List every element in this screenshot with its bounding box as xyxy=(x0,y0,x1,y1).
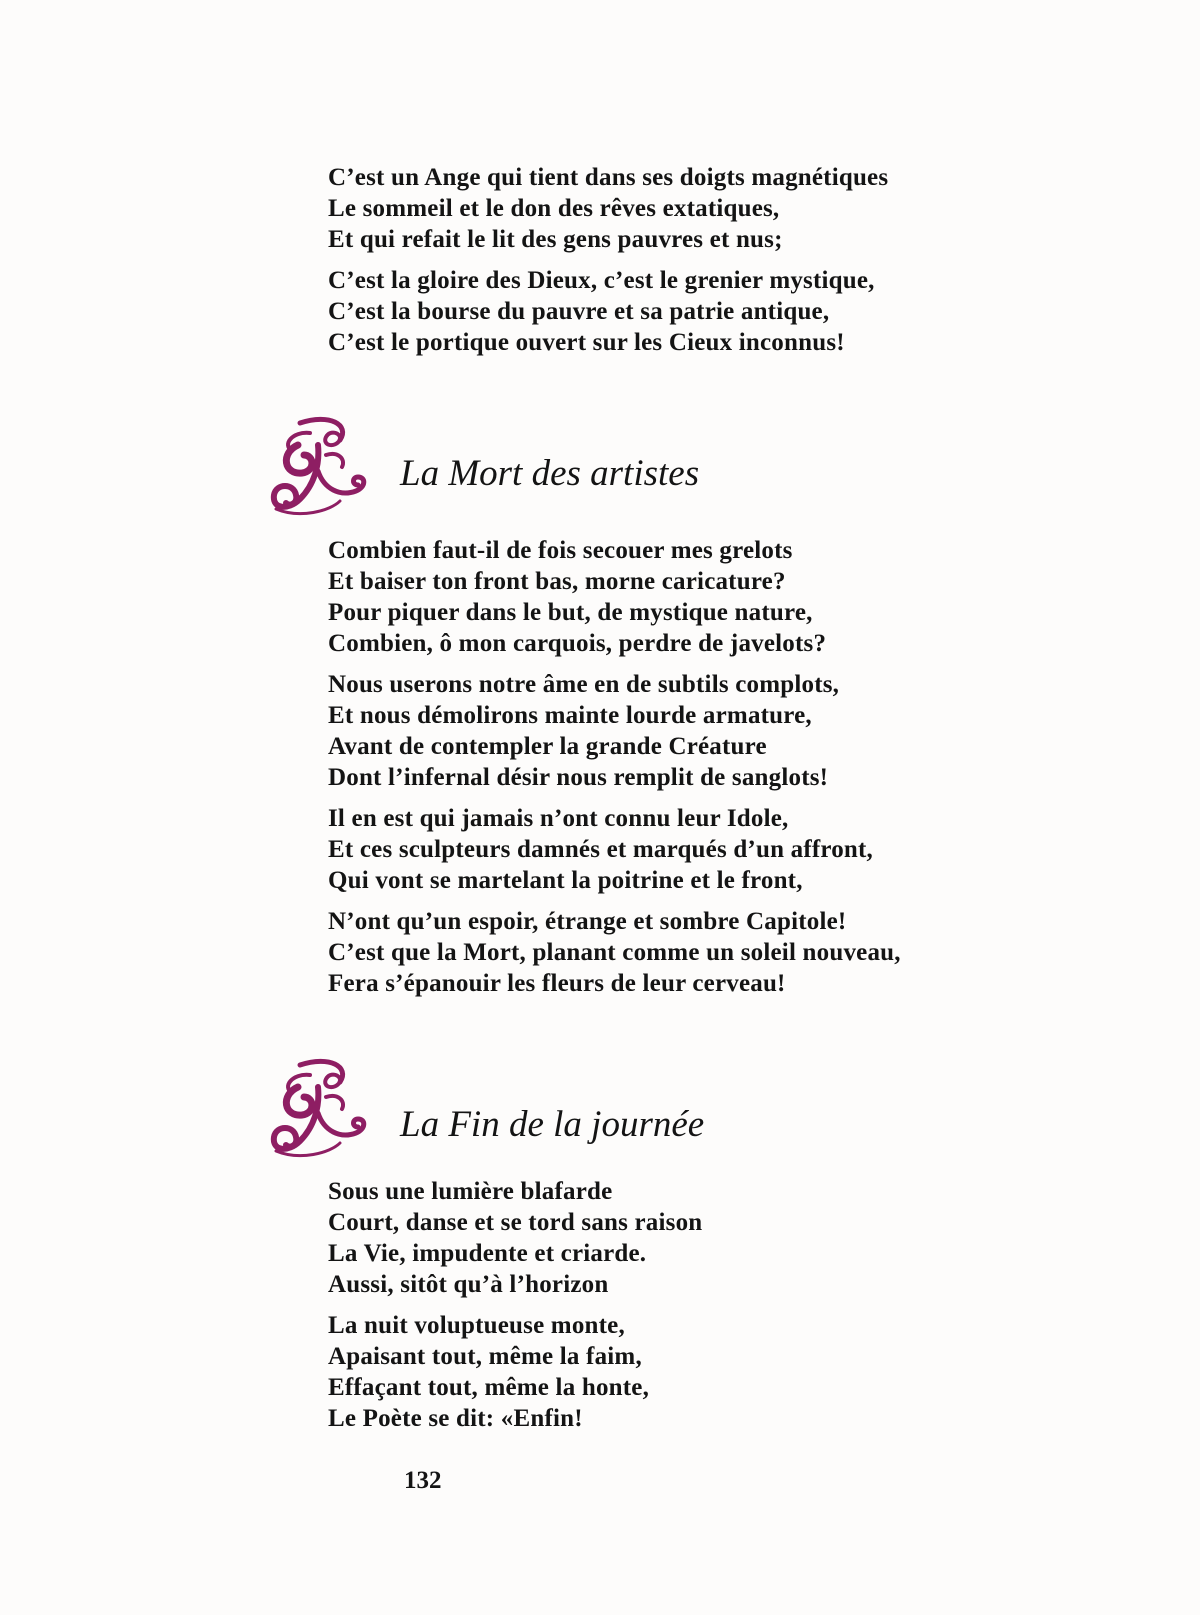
verse-line: Dont l’infernal désir nous remplit de sanglots! xyxy=(328,764,829,791)
stanza xyxy=(328,1176,702,1300)
stanza xyxy=(328,535,826,659)
verse-line: Et ces sculpteurs damnés et marqués d’un affront, xyxy=(328,836,873,863)
verse-line: Nous userons notre âme en de subtils complots, xyxy=(328,671,840,698)
verse-line: C’est la bourse du pauvre et sa patrie antique, xyxy=(328,298,830,325)
verse-line: C’est la gloire des Dieux, c’est le grenier mystique, xyxy=(328,267,875,294)
verse-line: Fera s’épanouir les fleurs de leur cerveau! xyxy=(328,970,786,997)
verse-line: C’est un Ange qui tient dans ses doigts magnétiques xyxy=(328,164,889,191)
verse-line: Combien faut-il de fois secouer mes grelots xyxy=(328,537,793,564)
verse-line: Et baiser ton front bas, morne caricature? xyxy=(328,568,786,595)
verse-line: C’est que la Mort, planant comme un soleil nouveau, xyxy=(328,939,901,966)
floral-flourish-icon xyxy=(270,415,390,525)
stanza xyxy=(328,669,839,793)
verse-line: C’est le portique ouvert sur les Cieux inconnus! xyxy=(328,329,845,356)
verse-line: La Vie, impudente et criarde. xyxy=(328,1240,647,1267)
stanza xyxy=(328,906,901,999)
verse-line: Sous une lumière blafarde xyxy=(328,1178,613,1205)
verse-line: Qui vont se martelant la poitrine et le front, xyxy=(328,867,803,894)
verse-line: Le sommeil et le don des rêves extatiques, xyxy=(328,195,780,222)
verse-line: Court, danse et se tord sans raison xyxy=(328,1209,703,1236)
poem-heading xyxy=(270,1057,870,1167)
verse-line: Aussi, sitôt qu’à l’horizon xyxy=(328,1271,609,1298)
verse-line: Il en est qui jamais n’ont connu leur Idole, xyxy=(328,805,789,832)
stanza xyxy=(328,1310,649,1434)
verse-line: Et qui refait le lit des gens pauvres et nus; xyxy=(328,226,783,253)
verse-line: Pour piquer dans le but, de mystique nature, xyxy=(328,599,813,626)
poem-heading xyxy=(270,415,870,525)
verse-line: La nuit voluptueuse monte, xyxy=(328,1312,625,1339)
stanza xyxy=(328,162,888,255)
floral-flourish-icon xyxy=(270,1057,390,1167)
verse-line: Apaisant tout, même la faim, xyxy=(328,1343,642,1370)
verse-line: Effaçant tout, même la honte, xyxy=(328,1374,650,1401)
poem-title: La Mort des artistes xyxy=(400,453,700,494)
verse-line: Et nous démolirons mainte lourde armature, xyxy=(328,702,812,729)
page-number: 132 xyxy=(404,1467,442,1494)
stanza xyxy=(328,265,875,358)
verse-line: Avant de contempler la grande Créature xyxy=(328,733,767,760)
verse-line: Combien, ô mon carquois, perdre de javelots? xyxy=(328,630,827,657)
verse-line: Le Poète se dit: «Enfin! xyxy=(328,1405,583,1432)
poem-title: La Fin de la journée xyxy=(400,1104,705,1145)
verse-line: N’ont qu’un espoir, étrange et sombre Capitole! xyxy=(328,908,847,935)
stanza xyxy=(328,803,873,896)
